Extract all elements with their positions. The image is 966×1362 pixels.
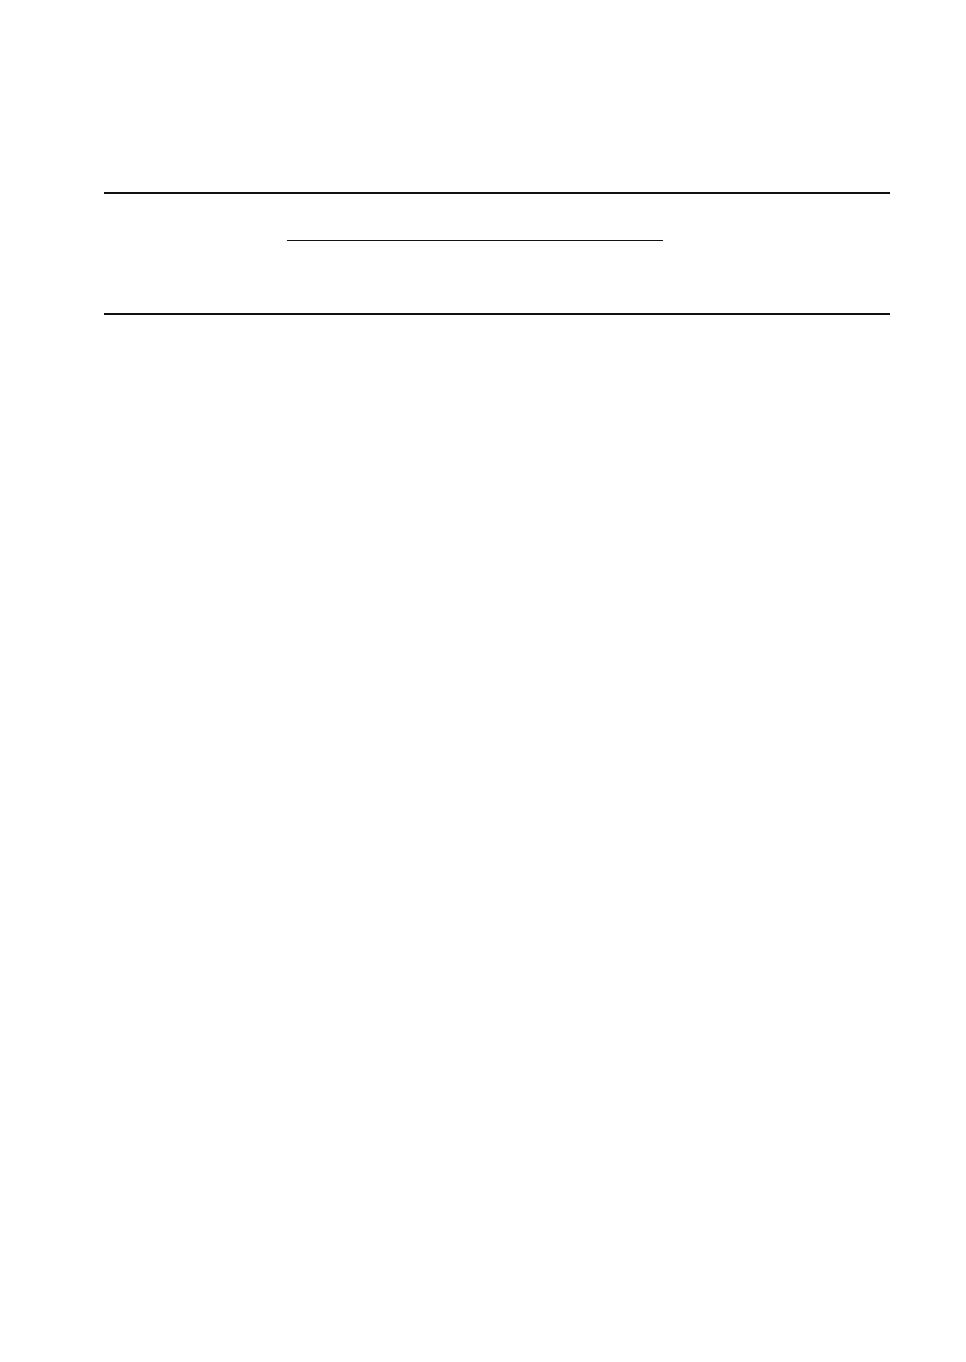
column-group-rule — [287, 240, 663, 241]
top-rule — [104, 192, 890, 194]
header-bottom-rule — [104, 313, 890, 315]
